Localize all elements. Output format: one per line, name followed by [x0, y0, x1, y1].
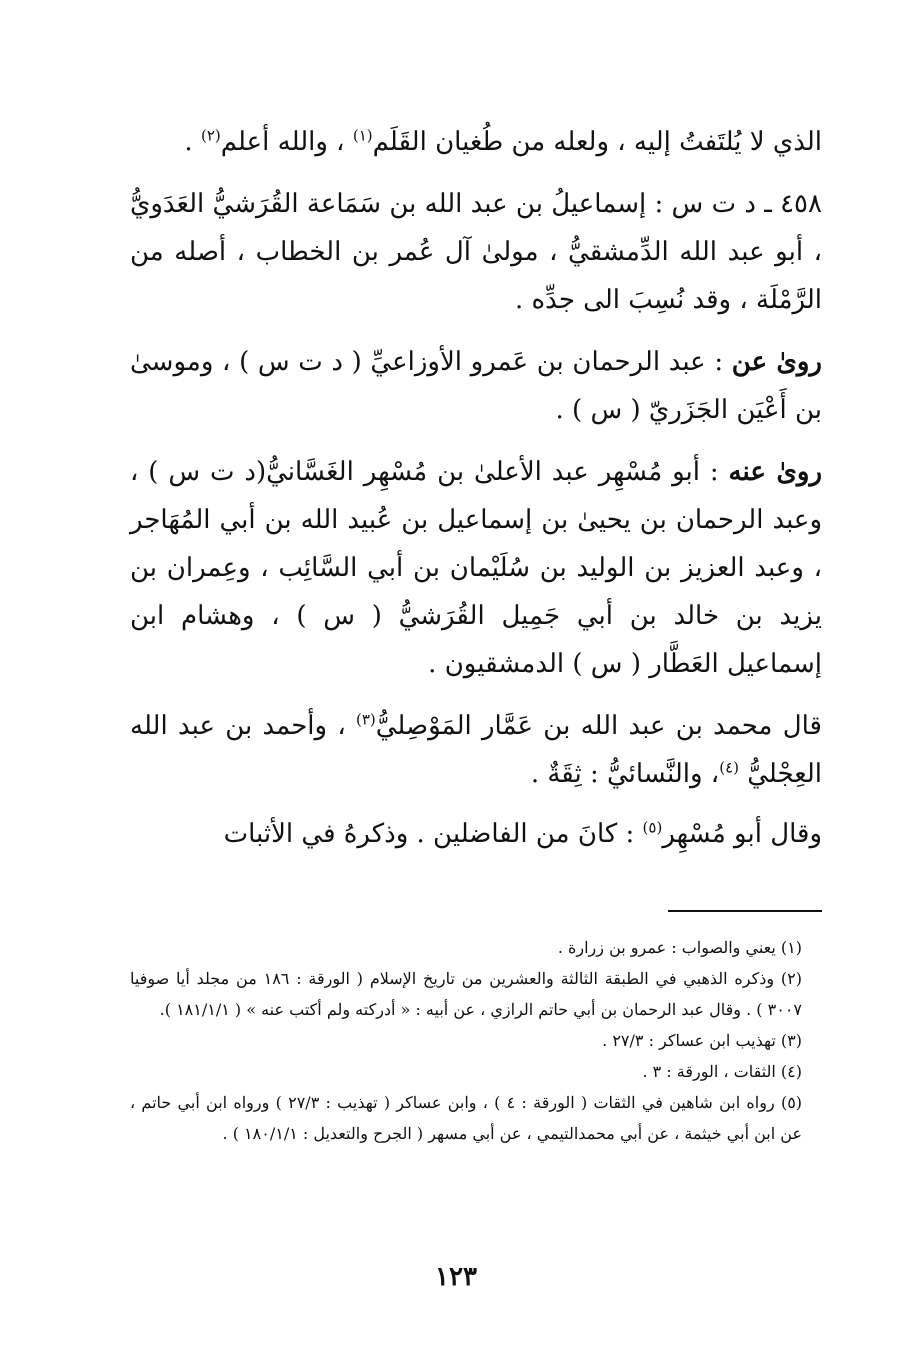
text-span: : كانَ من الفاضلين . وذكرهُ في الأثبات: [223, 819, 643, 849]
narrated-by-paragraph: [130, 448, 822, 688]
paragraph-continuation: [130, 118, 822, 166]
text-span: ، والنَّسائيُّ : ثِقَةٌ .: [530, 759, 720, 789]
paragraph-gap: [130, 166, 822, 180]
footnote-item: (٥) رواه ابن شاهين في الثقات ( الورقة : ٤ ) ، وابن عساكر ( تهذيب : ٢٧/٣ ) ورواه ابن أبي حاتم ، عن ابن أبي خيثمة ، عن أبي محمدالتيمي ، عن أبي مسهر ( الجرح والتعديل : ١٨٠/١/١ ) .: [130, 1093, 803, 1143]
page-number: ١٢٣: [435, 1262, 477, 1292]
footnote-ref: (٥): [642, 818, 663, 837]
footnote-item: (٤) الثقات ، الورقة : ٣ .: [642, 1062, 802, 1081]
footnote-item: (٣) تهذيب ابن عساكر : ٢٧/٣ .: [602, 1031, 802, 1050]
grading-paragraph: [130, 702, 822, 798]
text-span: وقال أبو مُسْهِر: [662, 819, 822, 849]
text-span: ، وأحمد بن عبد الله العِجْليُّ: [130, 711, 822, 789]
footnote-separator: [668, 910, 822, 912]
footnote-ref: (٣): [355, 710, 376, 729]
footnote-ref: (١): [352, 126, 373, 145]
text-span: الذي لا يُلتَفتُ إليه ، ولعله من طُغيان القَلَم: [372, 127, 822, 157]
text-span: : عبد الرحمان بن عَمرو الأوزاعيِّ ( د ت س ) ، وموسىٰ بن أَعْيَن الجَزَريّ ( س ) .: [130, 347, 822, 425]
paragraph-gap: [130, 324, 822, 338]
footnotes: [130, 932, 822, 1149]
main-text: [130, 118, 822, 858]
paragraph-gap: [130, 688, 822, 702]
entry-heading-paragraph: ٤٥٨ ـ د ت س : إسماعيلُ بن عبد الله بن سَمَاعة القُرَشيُّ العَدَويُّ ، أبو عبد الله الدِّمشقيُّ ، مولىٰ آل عُمر بن الخطاب ، أصله من الرَّمْلَة ، وقد نُسِبَ الى جدِّه .: [130, 189, 822, 315]
footnote-ref: (٢): [200, 126, 221, 145]
footnote-item: (١) يعني والصواب : عمرو بن زرارة .: [557, 938, 802, 957]
narrated-by-label: رویٰ عنه: [728, 457, 823, 487]
paragraph-gap: [130, 434, 822, 448]
narrated-from-paragraph: [130, 338, 822, 434]
text-span: : أبو مُسْهِر عبد الأعلىٰ بن مُسْهِر الغَسَّانيُّ(د ت س ) ، وعبد الرحمان بن يحيىٰ بن إسماعيل بن عُبيد الله بن أبي المُهَاجر ، وعبد العزيز بن الوليد بن سُلَيْمان بن أبي السَّائِب ، وعِمران بن يزيد بن خالد بن أبي جَمِيل القُرَشيُّ ( س ) ، وهشام ابن إسماعيل العَطَّار ( س ) الدمشقيون .: [130, 457, 822, 679]
footnote-item: (٢) وذكره الذهبي في الطبقة الثالثة والعشرين من تاريخ الإسلام ( الورقة : ١٨٦ من مجلد أيا صوفيا ٣٠٠٧ ) . وقال عبد الرحمان بن أبي حاتم الرازي ، عن أبيه : « أدركته ولم أكتب عنه » ( ١٨١/١/١ ).: [130, 969, 802, 1019]
text-span: ، والله أعلم: [220, 127, 353, 157]
narrated-from-label: رویٰ عن: [731, 347, 822, 377]
abu-mushir-paragraph: [130, 810, 822, 858]
text-span: .: [184, 127, 201, 157]
text-span: قال محمد بن عبد الله بن عَمَّار المَوْصِليُّ: [375, 711, 822, 741]
footnote-ref: (٤): [719, 758, 739, 777]
paragraph-gap: [130, 798, 822, 810]
